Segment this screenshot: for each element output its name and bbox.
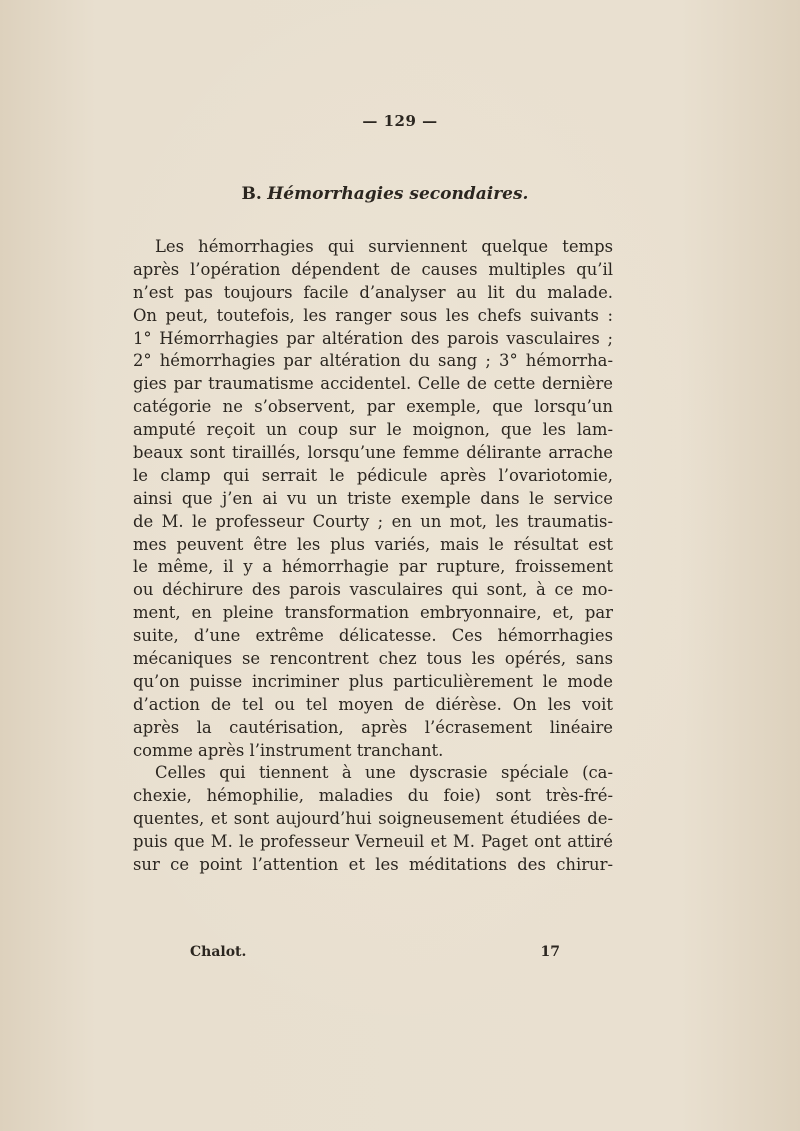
section-title: Hémorrhagies secondaires. xyxy=(267,184,529,204)
text-line: d’action de tel ou tel moyen de diérèse. On les voit xyxy=(133,694,613,714)
text-line: le même, il y a hémorrhagie par rupture, froissement xyxy=(133,557,613,577)
text-line: comme après l’instrument tranchant. xyxy=(133,740,444,760)
text-line: mécaniques se rencontrent chez tous les opérés, sans xyxy=(133,649,613,669)
page-number: — 129 — xyxy=(362,112,438,130)
text-line: mes peuvent être les plus variés, mais le résultat est xyxy=(133,534,613,554)
text-line: ou déchirure des parois vasculaires qui sont, à ce mo- xyxy=(133,580,613,600)
text-line: 2° hémorrhagies par altération du sang ; 3° hémorrha- xyxy=(133,351,613,371)
text-line: On peut, toutefois, les ranger sous les chefs suivants : xyxy=(133,305,613,325)
text-line: après l’opération dépendent de causes multiples qu’il xyxy=(133,259,613,279)
text-line: de M. le professeur Courty ; en un mot, les traumatis- xyxy=(133,511,613,531)
paragraph-1 xyxy=(133,236,613,762)
text-line: n’est pas toujours facile d’analyser au lit du malade. xyxy=(133,282,613,302)
section-heading xyxy=(0,184,770,204)
text-line: quentes, et sont aujourd’hui soigneusement étudiées de- xyxy=(133,809,613,829)
text-line: chexie, hémophilie, maladies du foie) sont très-fré- xyxy=(133,786,613,806)
text-line: ainsi que j’en ai vu un triste exemple dans le service xyxy=(133,488,613,508)
footer-signature-mark: 17 xyxy=(540,944,560,960)
text-line: suite, d’une extrême délicatesse. Ces hémorrhagies xyxy=(133,626,613,646)
text-line: 1° Hémorrhagies par altération des parois vasculaires ; xyxy=(133,328,613,348)
text-line: le clamp qui serrait le pédicule après l’ovariotomie, xyxy=(133,465,613,485)
text-line: Les hémorrhagies qui surviennent quelque temps xyxy=(155,237,613,256)
text-line: gies par traumatisme accidentel. Celle de cette dernière xyxy=(133,374,613,394)
body-text xyxy=(133,236,613,877)
text-line: sur ce point l’attention et les méditations des chirur- xyxy=(133,855,613,875)
text-line: qu’on puisse incriminer plus particulièrement le mode xyxy=(133,671,613,691)
page-footer xyxy=(190,944,560,964)
text-line: ment, en pleine transformation embryonnaire, et, par xyxy=(133,603,613,623)
text-line: après la cautérisation, après l’écrasement linéaire xyxy=(133,717,613,737)
section-label: B. xyxy=(241,184,262,204)
footer-author: Chalot. xyxy=(190,944,247,960)
text-line: amputé reçoit un coup sur le moignon, que les lam- xyxy=(133,420,613,440)
text-line: puis que M. le professeur Verneuil et M. Paget ont attiré xyxy=(133,832,613,852)
paragraph-2 xyxy=(133,762,613,876)
text-line: Celles qui tiennent à une dyscrasie spéciale (ca- xyxy=(155,763,613,783)
text-line: catégorie ne s’observent, par exemple, que lorsqu’un xyxy=(133,397,613,417)
text-line: beaux sont tiraillés, lorsqu’une femme délirante arrache xyxy=(133,443,613,463)
